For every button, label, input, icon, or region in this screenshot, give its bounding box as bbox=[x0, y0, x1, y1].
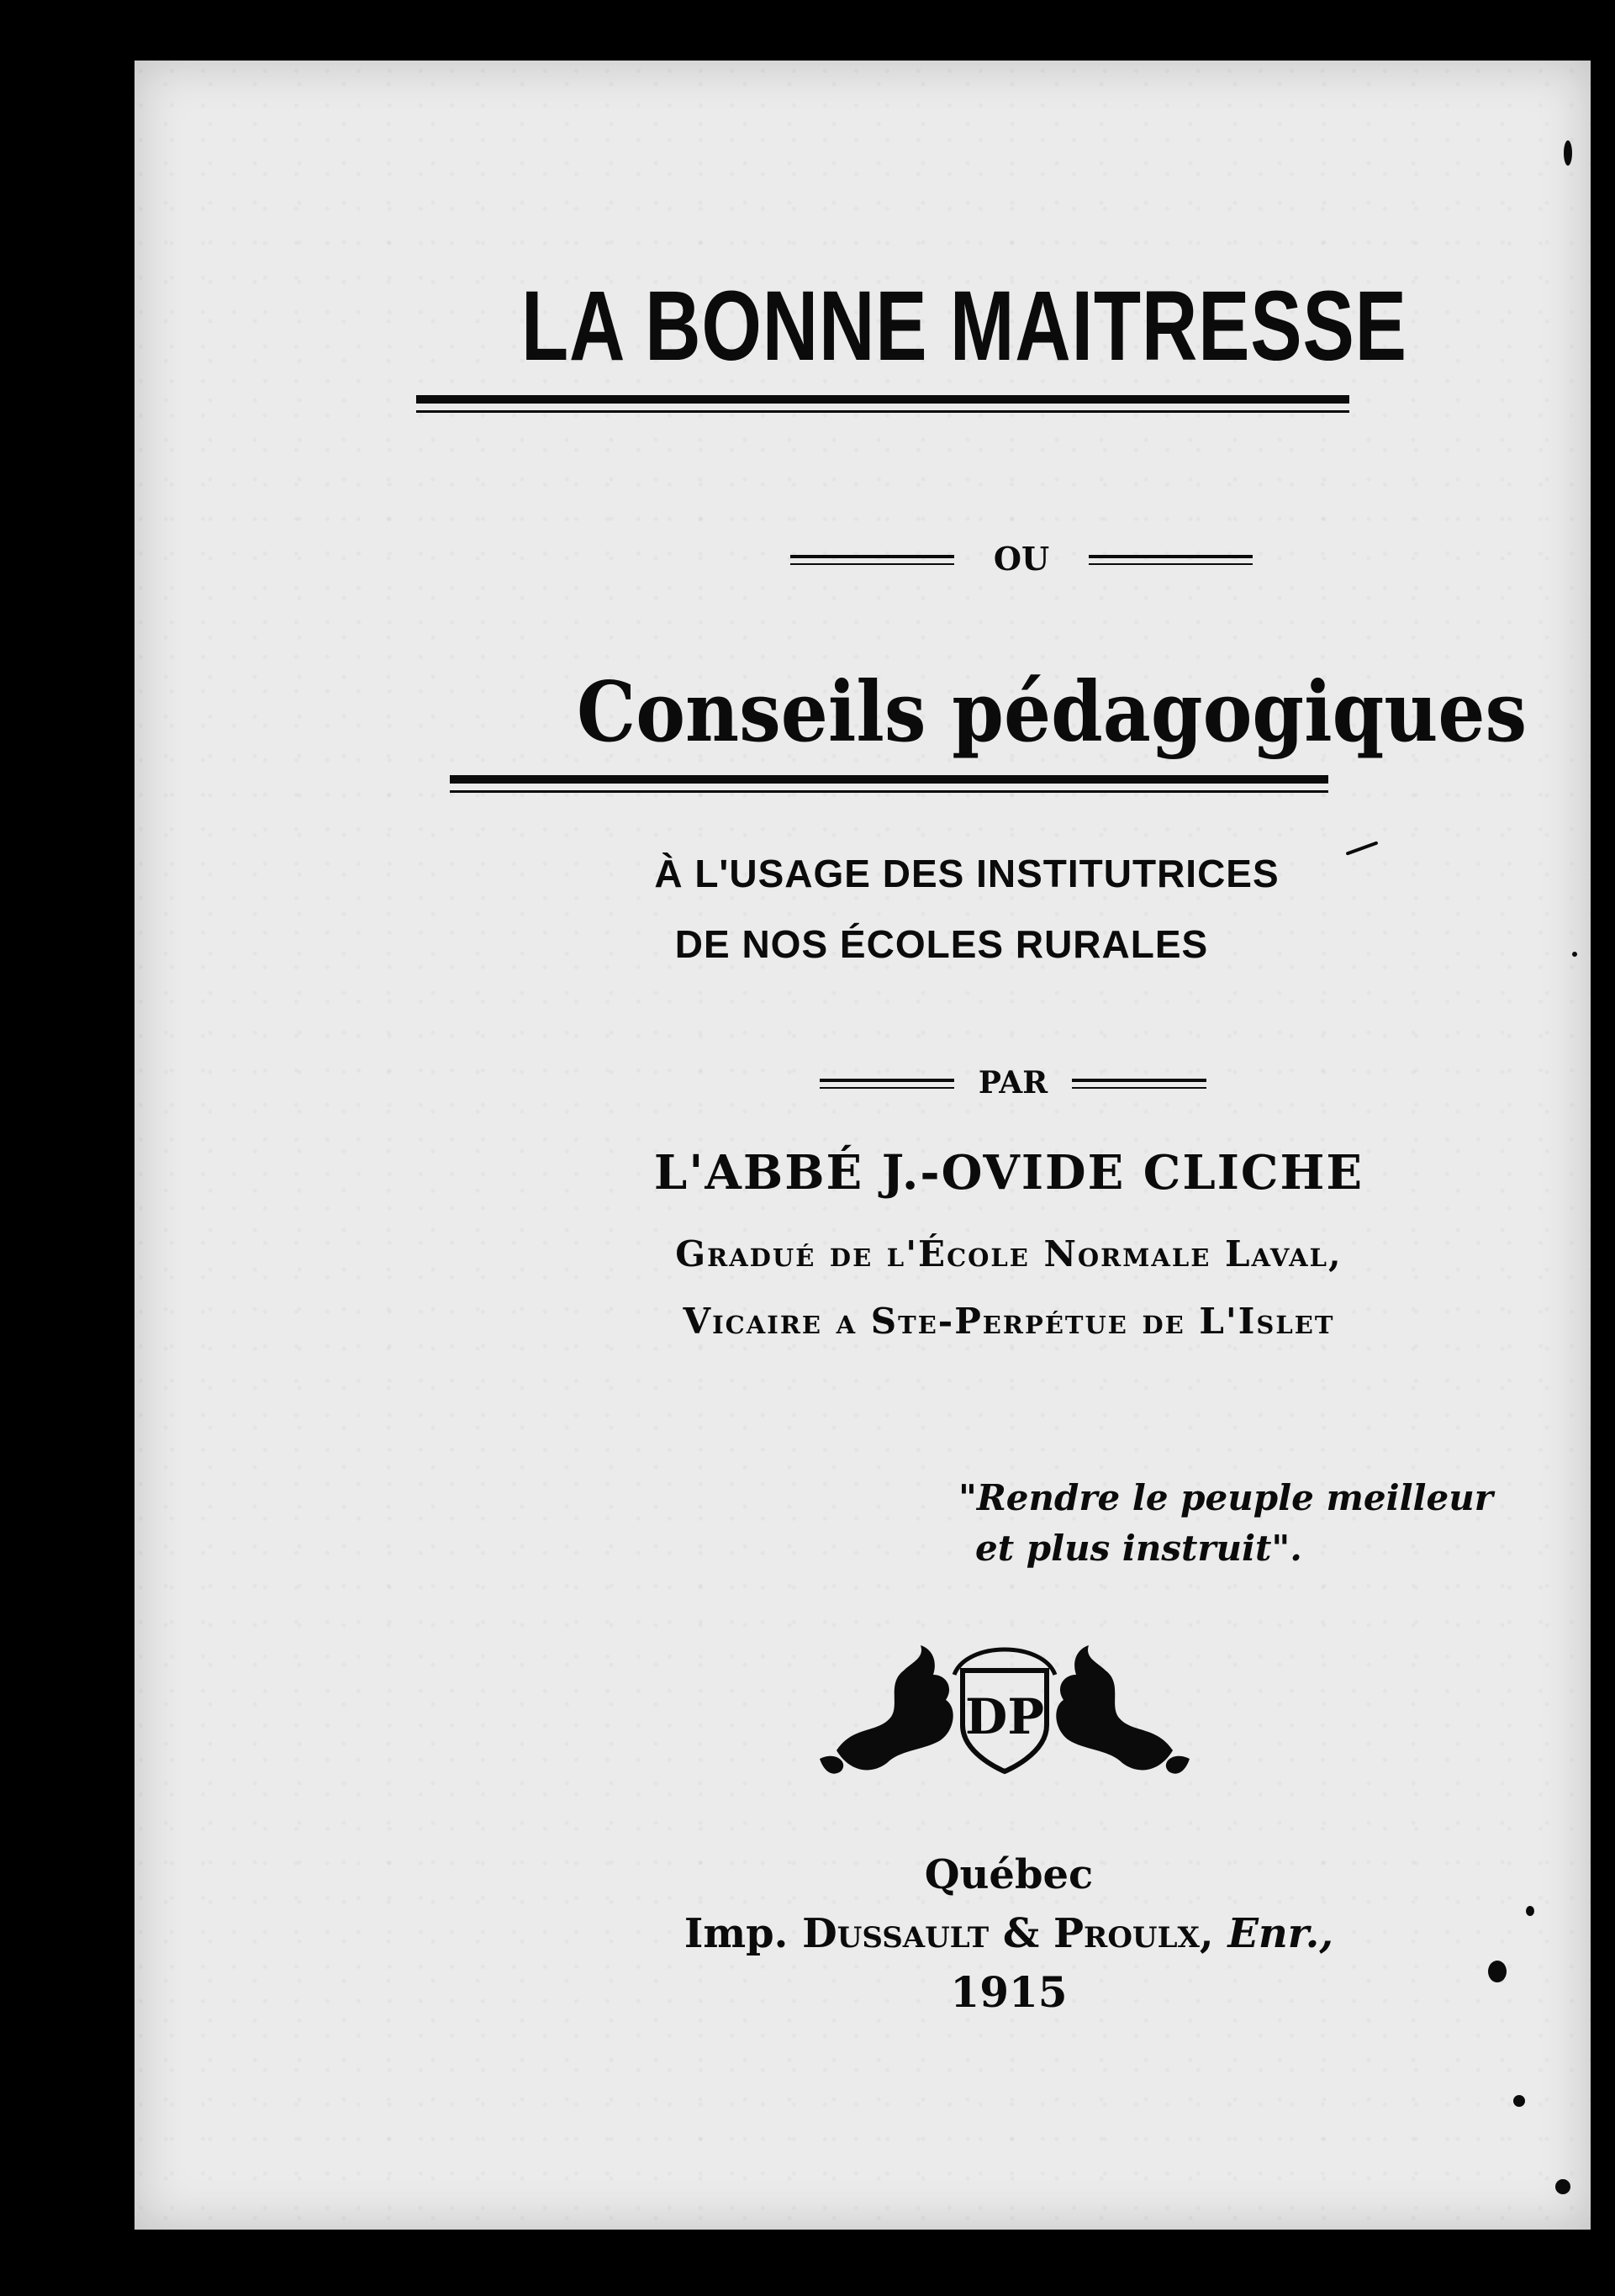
par-separator bbox=[820, 1065, 1206, 1107]
publisher-emblem-icon bbox=[820, 1624, 1190, 1792]
printer-prefix: Imp. bbox=[683, 1910, 789, 1957]
subtitle-rule-thin bbox=[450, 790, 1328, 793]
ink-speck bbox=[1488, 1961, 1507, 1982]
audience-line-2: DE NOS ÉCOLES RURALES bbox=[674, 922, 1209, 966]
ink-speck bbox=[1513, 2095, 1525, 2107]
ink-speck bbox=[1572, 952, 1577, 957]
ink-speck bbox=[1555, 2179, 1570, 2194]
ou-right-bar-2 bbox=[1089, 563, 1253, 565]
epigraph-line-2: et plus instruit". bbox=[975, 1528, 1302, 1569]
imprint-printer bbox=[639, 1910, 1379, 1957]
imprint-year: 1915 bbox=[950, 1967, 1068, 2017]
author-credential-1: Gradué de l'École Normale Laval, bbox=[675, 1233, 1343, 1275]
book-cover-page bbox=[135, 61, 1591, 2230]
epigraph-line-1: "Rendre le peuple meilleur bbox=[958, 1477, 1493, 1518]
ink-speck bbox=[1564, 140, 1572, 166]
printer-name: Dussault & Proulx, bbox=[802, 1910, 1214, 1957]
subtitle-rule-thick bbox=[450, 775, 1328, 784]
par-right-bar bbox=[1072, 1079, 1206, 1082]
audience-line-1: À L'USAGE DES INSTITUTRICES bbox=[654, 852, 1280, 895]
imprint-city: Québec bbox=[924, 1851, 1094, 1898]
author-credential-2: Vicaire a Ste-Perpétue de L'Islet bbox=[683, 1301, 1335, 1342]
book-subtitle: Conseils pédagogiques bbox=[577, 664, 1528, 761]
emblem-monogram: DP bbox=[965, 1688, 1044, 1745]
printer-suffix: Enr., bbox=[1227, 1910, 1334, 1957]
title-rule-thin bbox=[416, 410, 1349, 413]
title-rule-thick bbox=[416, 395, 1349, 404]
ou-separator bbox=[790, 540, 1253, 582]
ou-right-bar bbox=[1089, 555, 1253, 558]
book-title: LA BONNE MAITRESSE bbox=[521, 271, 1407, 382]
par-word: PAR bbox=[978, 1065, 1048, 1100]
par-right-bar-2 bbox=[1072, 1087, 1206, 1089]
ink-speck bbox=[1526, 1906, 1534, 1916]
ou-word: OU bbox=[993, 540, 1050, 578]
author-name: L'ABBÉ J.-OVIDE CLICHE bbox=[653, 1145, 1364, 1201]
